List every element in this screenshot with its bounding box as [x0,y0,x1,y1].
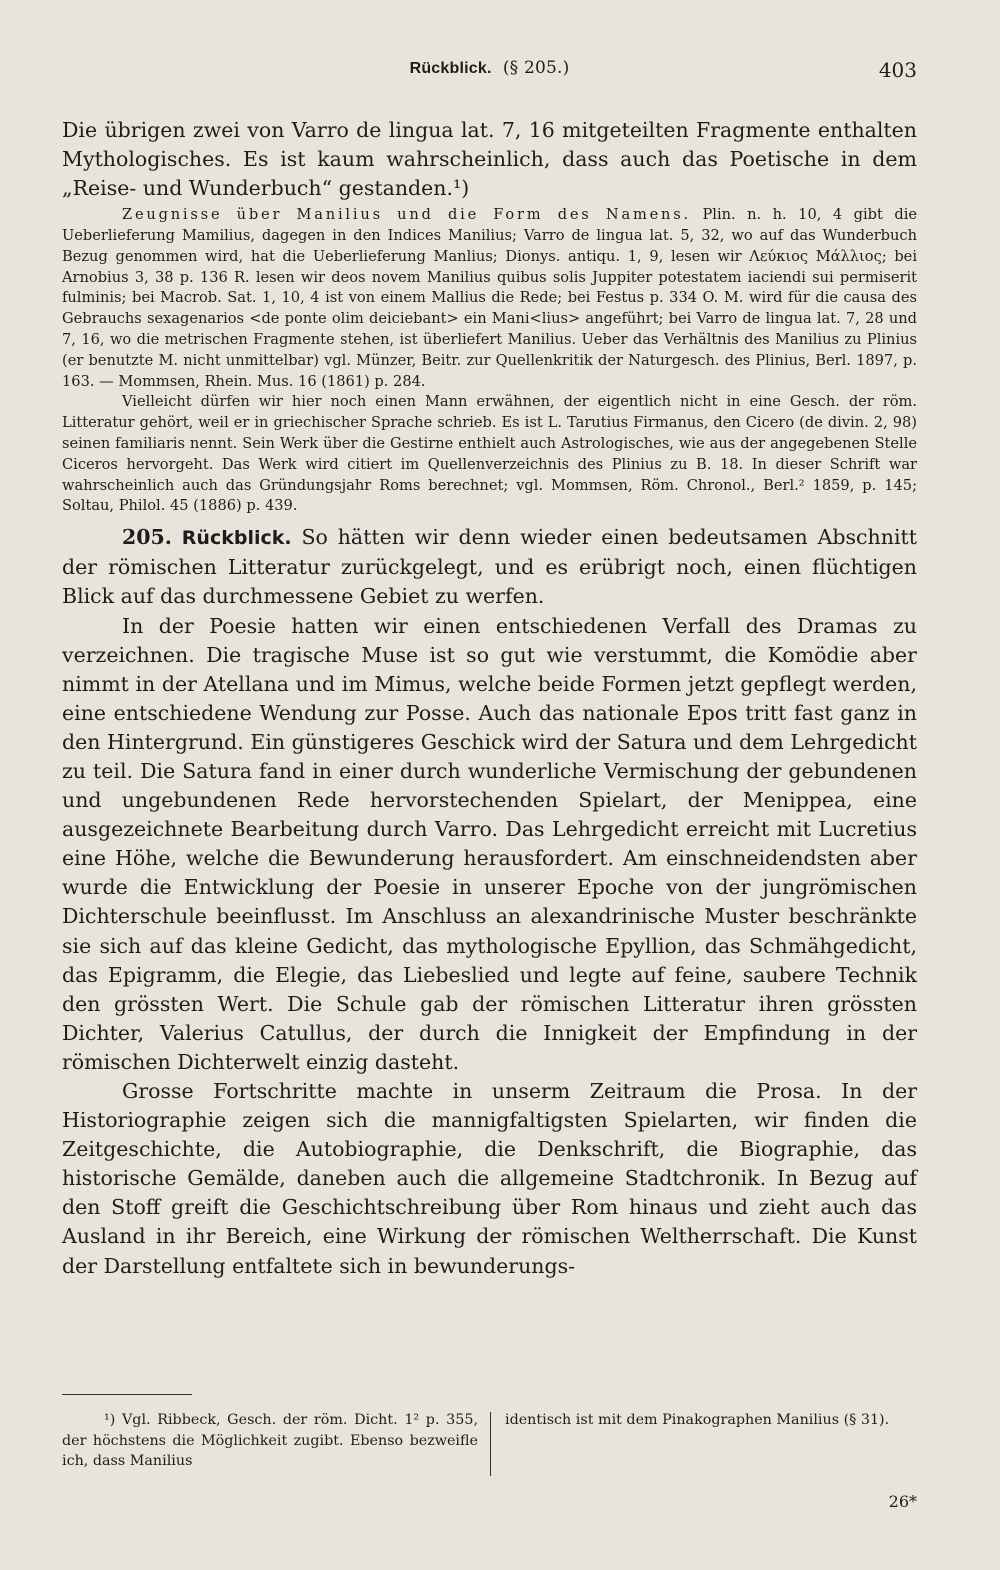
running-section: (§ 205.) [502,58,570,78]
section-para1-text: So hätten wir denn wieder einen bedeutsamen Abschnitt der römischen Litteratur zurückgelegt, und es erübrigt noch, einen flüchtigen Blick auf das durchmessene Gebiet zu werfen. [62,525,917,609]
page-number: 403 [878,58,917,82]
section-paragraph-2: In der Poesie hatten wir einen entschiedenen Verfall des Dramas zu verzeichnen. Die tragische Muse ist so gut wie verstummt, die Komödie aber nimmt in der Atellana und im Mimus, welche beide Formen jetzt gepflegt werden, eine entschiedene Wendung zur Posse. Auch das nationale Epos tritt fast ganz in den Hintergrund. Ein günstigeres Geschick wird der Satura und dem Lehrgedicht zu teil. Die Satura fand in einer durch wunderliche Vermischung der gebundenen und ungebundenen Rede hervorstechenden Spielart, der Menippea, eine ausgezeichnete Bearbeitung durch Varro. Das Lehrgedicht erreicht mit Lucretius eine Höhe, welche die Bewunderung herausfordert. Am einschneidendsten aber wurde die Entwicklung der Poesie in unserer Epoche von der jungrömischen Dichterschule beeinflusst. Im Anschluss an alexandrinische Muster beschränkte sie sich auf das kleine Gedicht, das mythologische Epyllion, das Schmähgedicht, das Epigramm, die Elegie, das Liebeslied und legte auf feine, saubere Technik den grössten Wert. Die Schule gab der römischen Litteratur ihren grössten Dichter, Valerius Catullus, der durch die Innigkeit der Empfindung in der römischen Dichterwelt einzig dasteht. [62,613,917,1074]
section-number: 205. [122,525,172,550]
footnote-left-column: ¹) Vgl. Ribbeck, Gesch. der röm. Dicht. 1² p. 355, der höchstens die Möglichkeit zugibt. Ebenso bezweifle ich, dass Manilius [62,1412,478,1469]
running-title [62,58,917,78]
section-title: Rückblick. [181,527,292,550]
footnote-column-divider [490,1412,491,1476]
running-header [62,58,917,90]
page-body [62,116,917,1281]
note-heading: Zeugnisse über Manilius und die Form des Namens. [122,206,691,224]
signature-mark: 26* [888,1492,917,1511]
footnote-rule [62,1394,192,1395]
running-title-text: Rückblick. [409,60,492,77]
footnote-right-column: identisch ist mit dem Pinakographen Manilius (§ 31). [505,1412,890,1428]
intro-paragraph: Die übrigen zwei von Varro de lingua lat. 7, 16 mitgeteilten Fragmente enthalten Mythologisches. Es ist kaum wahrscheinlich, dass auch das Poetische in dem „Reise- und Wunderbuch“ gestanden.¹) [62,118,917,201]
note-text: Plin. n. h. 10, 4 gibt die Ueberlieferung Mamilius, dagegen in den Indices Manilius; Varro de lingua lat. 5, 32, wo auf das Wunderbuch Bezug genommen wird, hat die Ueberlieferung Manlius; Dionys. antiqu. 1, 9, lesen wir Λεύκιος Μάλλιος; bei Arnobius 3, 38 p. 136 R. lesen wir deos novem Manilius quibus solis Juppiter potestatem iaciendi sui permiserit fulminis; bei Macrob. Sat. 1, 10, 4 ist von einem Mallius die Rede; bei Festus p. 334 O. M. wird für die causa des Gebrauchs sexagenarios <de ponte olim deiciebant> ein Mani<lius> angeführt; bei Varro de lingua lat. 7, 28 und 7, 16, wo die metrischen Fragmente stehen, ist überliefert Manilius. Ueber das Verhältnis des Manilius zu Plinius (er benutzte M. nicht unmittelbar) vgl. Münzer, Beitr. zur Quellenkritik der Naturgesch. des Plinius, Berl. 1897, p. 163. — Mommsen, Rhein. Mus. 16 (1861) p. 284. [62,206,918,390]
section-paragraph-1 [62,523,917,611]
note-paragraph-2: Vielleicht dürfen wir hier noch einen Mann erwähnen, der eigentlich nicht in eine Gesch. der röm. Litteratur gehört, weil er in griechischer Sprache schrieb. Es ist L. Tarutius Firmanus, den Cicero (de divin. 2, 98) seinen familiaris nennt. Sein Werk über die Gestirne enthielt auch Astrologisches, wie aus der angegebenen Stelle Ciceros hervorgeht. Das Werk wird citiert im Quellenverzeichnis des Plinius zu B. 18. In dieser Schrift war wahrscheinlich auch das Gründungsjahr Roms berechnet; vgl. Mommsen, Röm. Chronol., Berl.² 1859, p. 145; Soltau, Philol. 45 (1886) p. 439. [62,393,917,515]
note-paragraph-1 [62,205,917,392]
section-paragraph-3: Grosse Fortschritte machte in unserm Zeitraum die Prosa. In der Historiographie zeigen sich die mannigfaltigsten Spielarten, wir finden die Zeitgeschichte, die Autobiographie, die Denkschrift, die Biographie, das historische Gemälde, daneben auch die allgemeine Stadtchronik. In Bezug auf den Stoff greift die Geschichtschreibung über Rom hinaus und zieht auch das Ausland in ihr Bereich, eine Wirkung der römischen Weltherrschaft. Die Kunst der Darstellung entfaltete sich in bewunderungs- [62,1079,917,1278]
